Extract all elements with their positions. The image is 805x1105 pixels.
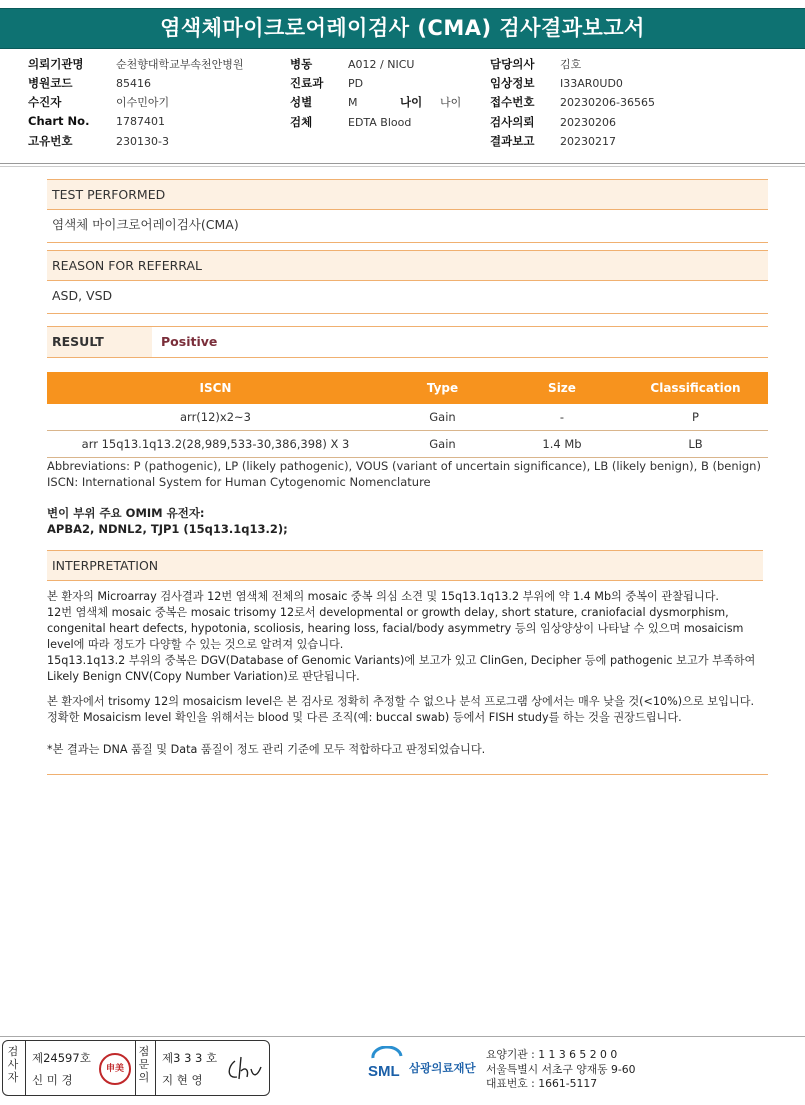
header-value: A012 / NICU: [348, 58, 415, 71]
report-footer: [0, 1030, 805, 1105]
header-label: 결과보고: [490, 133, 535, 148]
header-divider: [0, 163, 805, 164]
patient-info-header: [0, 56, 805, 152]
header-field: [290, 56, 461, 75]
header-label: 임상정보: [490, 76, 535, 91]
reviewer-label: 점문의: [138, 1045, 150, 1084]
header-value: EDTA Blood: [348, 115, 412, 129]
header-field: [290, 94, 461, 113]
tester-seal: [99, 1053, 131, 1085]
header-label: 병원코드: [28, 76, 73, 91]
header-value: M: [348, 96, 358, 110]
header-field: [28, 75, 244, 94]
header-value: 230130-3: [116, 134, 169, 148]
result-value: Positive: [161, 334, 218, 349]
header-field: [490, 133, 655, 152]
cell-type: Gain: [384, 404, 501, 431]
interpretation-line: 정확한 Mosaicism level 확인을 위해서는 blood 및 다른 조직(예: buccal swab) 등에서 FISH study를 하는 것을 권장드립니다.: [47, 710, 682, 724]
tester-license-no: 제24597호: [32, 1051, 91, 1065]
table-row: [47, 404, 768, 431]
section-body: ASD, VSD: [47, 281, 768, 314]
result-section: [47, 326, 768, 358]
header-value: 1787401: [116, 114, 165, 128]
age-value: 나이: [440, 96, 462, 110]
organization-name: 삼광의료재단: [409, 1061, 476, 1075]
header-label: 진료과: [290, 76, 324, 91]
header-divider-light: [0, 166, 805, 167]
header-value: 김호: [560, 58, 582, 71]
header-value: 20230206: [560, 115, 616, 129]
column-header-iscn: ISCN: [47, 372, 384, 404]
reviewer-signature: [225, 1053, 265, 1085]
header-value: 20230217: [560, 134, 616, 148]
header-label: 담당의사: [490, 57, 535, 71]
interpretation-heading-block: [47, 550, 763, 581]
institution-code: 요양기관 : 1 1 3 6 5 2 0 0: [486, 1048, 618, 1061]
signature-box: [2, 1040, 270, 1096]
header-label: 검체: [290, 114, 313, 129]
tester-label: 검사자: [7, 1045, 19, 1084]
table-row: [47, 431, 768, 458]
header-label: Chart No.: [28, 113, 90, 128]
sml-logo-icon: [367, 1046, 407, 1082]
reviewer-name: 지 현 영: [162, 1073, 203, 1087]
table-header-row: [47, 372, 768, 404]
section-heading: REASON FOR REFERRAL: [47, 250, 768, 281]
section-heading: TEST PERFORMED: [47, 179, 768, 210]
result-label: RESULT: [47, 327, 152, 357]
iscn-result-table: [47, 372, 768, 458]
omim-genes-block: [47, 505, 288, 537]
column-header-size: Size: [501, 372, 623, 404]
column-header-type: Type: [384, 372, 501, 404]
header-field: [28, 94, 244, 113]
divider: [25, 1041, 26, 1095]
report-title: 염색체마이크로어레이검사 (CMA) 검사결과보고서: [160, 16, 645, 40]
interpretation-line: Likely Benign CNV(Copy Number Variation)로 판단됩니다.: [47, 670, 360, 684]
header-value: 85416: [116, 77, 151, 91]
header-label: 의뢰기관명: [28, 57, 84, 71]
section-body: 염색체 마이크로어레이검사(CMA): [47, 210, 768, 243]
test-performed-section: [47, 179, 768, 243]
logo-text: SML: [368, 1063, 400, 1080]
seal-text: 申美: [105, 1064, 124, 1074]
tester-name: 신 미 경: [32, 1073, 73, 1087]
header-field: [28, 114, 244, 133]
header-value: 20230206-36565: [560, 96, 655, 110]
cell-classification: LB: [623, 431, 768, 458]
age-label: 나이: [400, 95, 423, 110]
cell-size: -: [501, 404, 623, 431]
header-value: 이수민아기: [116, 96, 170, 110]
column-header-classification: Classification: [623, 372, 768, 404]
header-label: 수진자: [28, 95, 62, 110]
interpretation-line: congenital heart defects, hypotonia, scoliosis, hearing loss, facial/body asymmetry 등의 임상양상이 나타날 수 있으며 mosaicism: [47, 622, 744, 636]
interpretation-line: 본 환자의 Microarray 검사결과 12번 염색체 전체의 mosaic 중복 의심 소견 및 15q13.1q13.2 부위에 약 1.4 Mb의 중복이 관찰됩니다.: [47, 590, 719, 603]
cell-iscn: arr(12)x2~3: [47, 404, 384, 431]
cell-type: Gain: [384, 431, 501, 458]
quality-note: *본 결과는 DNA 품질 및 Data 품질이 정도 관리 기준에 모두 적합하다고 판정되었습니다.: [47, 742, 486, 756]
organization-info: [486, 1048, 636, 1092]
interpretation-line: 본 환자에서 trisomy 12의 mosaicism level은 본 검사로 정확히 추정할 수 없으나 분석 프로그램 상에서는 매우 낮을 것(<10%)으로 보입니다.: [47, 694, 755, 708]
interpretation-line: 15q13.1q13.2 부위의 중복은 DGV(Database of Genomic Variants)에 보고가 있고 ClinGen, Decipher 등에 pathogenic 보고가 부족하여: [47, 654, 756, 668]
header-column-2: [290, 56, 461, 133]
interpretation-end-divider: [47, 774, 768, 775]
header-field: [290, 114, 461, 133]
header-field: [490, 75, 655, 94]
header-label: 성별: [290, 95, 313, 110]
header-label: 검사의뢰: [490, 114, 535, 129]
reason-for-referral-section: [47, 250, 768, 314]
header-value: PD: [348, 77, 364, 91]
header-label: 고유번호: [28, 133, 73, 148]
interpretation-line: level에 따라 정도가 다양할 수 있는 것으로 알려져 있습니다.: [47, 638, 344, 652]
abbreviations-note: [47, 458, 777, 490]
header-field: [290, 75, 461, 94]
header-label: 접수번호: [490, 95, 535, 110]
cell-size: 1.4 Mb: [501, 431, 623, 458]
organization-phone: 대표번호 : 1661-5117: [486, 1077, 598, 1090]
header-field: [490, 94, 655, 113]
report-title-bar: [0, 8, 805, 49]
header-field: [28, 56, 244, 75]
header-column-3: [490, 56, 655, 152]
organization-address: 서울특별시 서초구 양재동 9-60: [486, 1062, 636, 1076]
section-heading: INTERPRETATION: [47, 550, 763, 581]
reviewer-license-no: 제3 3 3 호: [162, 1051, 218, 1065]
header-value: 순천향대학교부속천안병원: [116, 58, 244, 71]
interpretation-text: [47, 589, 772, 758]
omim-genes: APBA2, NDNL2, TJP1 (15q13.1q13.2);: [47, 522, 288, 536]
iscn-definition-line: ISCN: International System for Human Cytogenomic Nomenclature: [47, 475, 431, 489]
header-field: [490, 114, 655, 133]
header-label: 병동: [290, 57, 313, 71]
divider: [135, 1041, 136, 1095]
omim-title: 변이 부위 주요 OMIM 유전자:: [47, 506, 205, 520]
cell-iscn: arr 15q13.1q13.2(28,989,533-30,386,398) X 3: [47, 431, 384, 458]
header-field: [28, 133, 244, 152]
header-column-1: [28, 56, 244, 152]
header-value: I33AR0UD0: [560, 77, 623, 91]
abbreviations-line: Abbreviations: P (pathogenic), LP (likely pathogenic), VOUS (variant of uncertain significance), LB (likely benign), B (benign): [47, 459, 761, 473]
interpretation-line: 12번 염색체 mosaic 중복은 mosaic trisomy 12로서 developmental or growth delay, short stature, craniofacial dysmorphism,: [47, 606, 729, 620]
divider: [155, 1041, 156, 1095]
header-field: [490, 56, 655, 75]
cell-classification: P: [623, 404, 768, 431]
